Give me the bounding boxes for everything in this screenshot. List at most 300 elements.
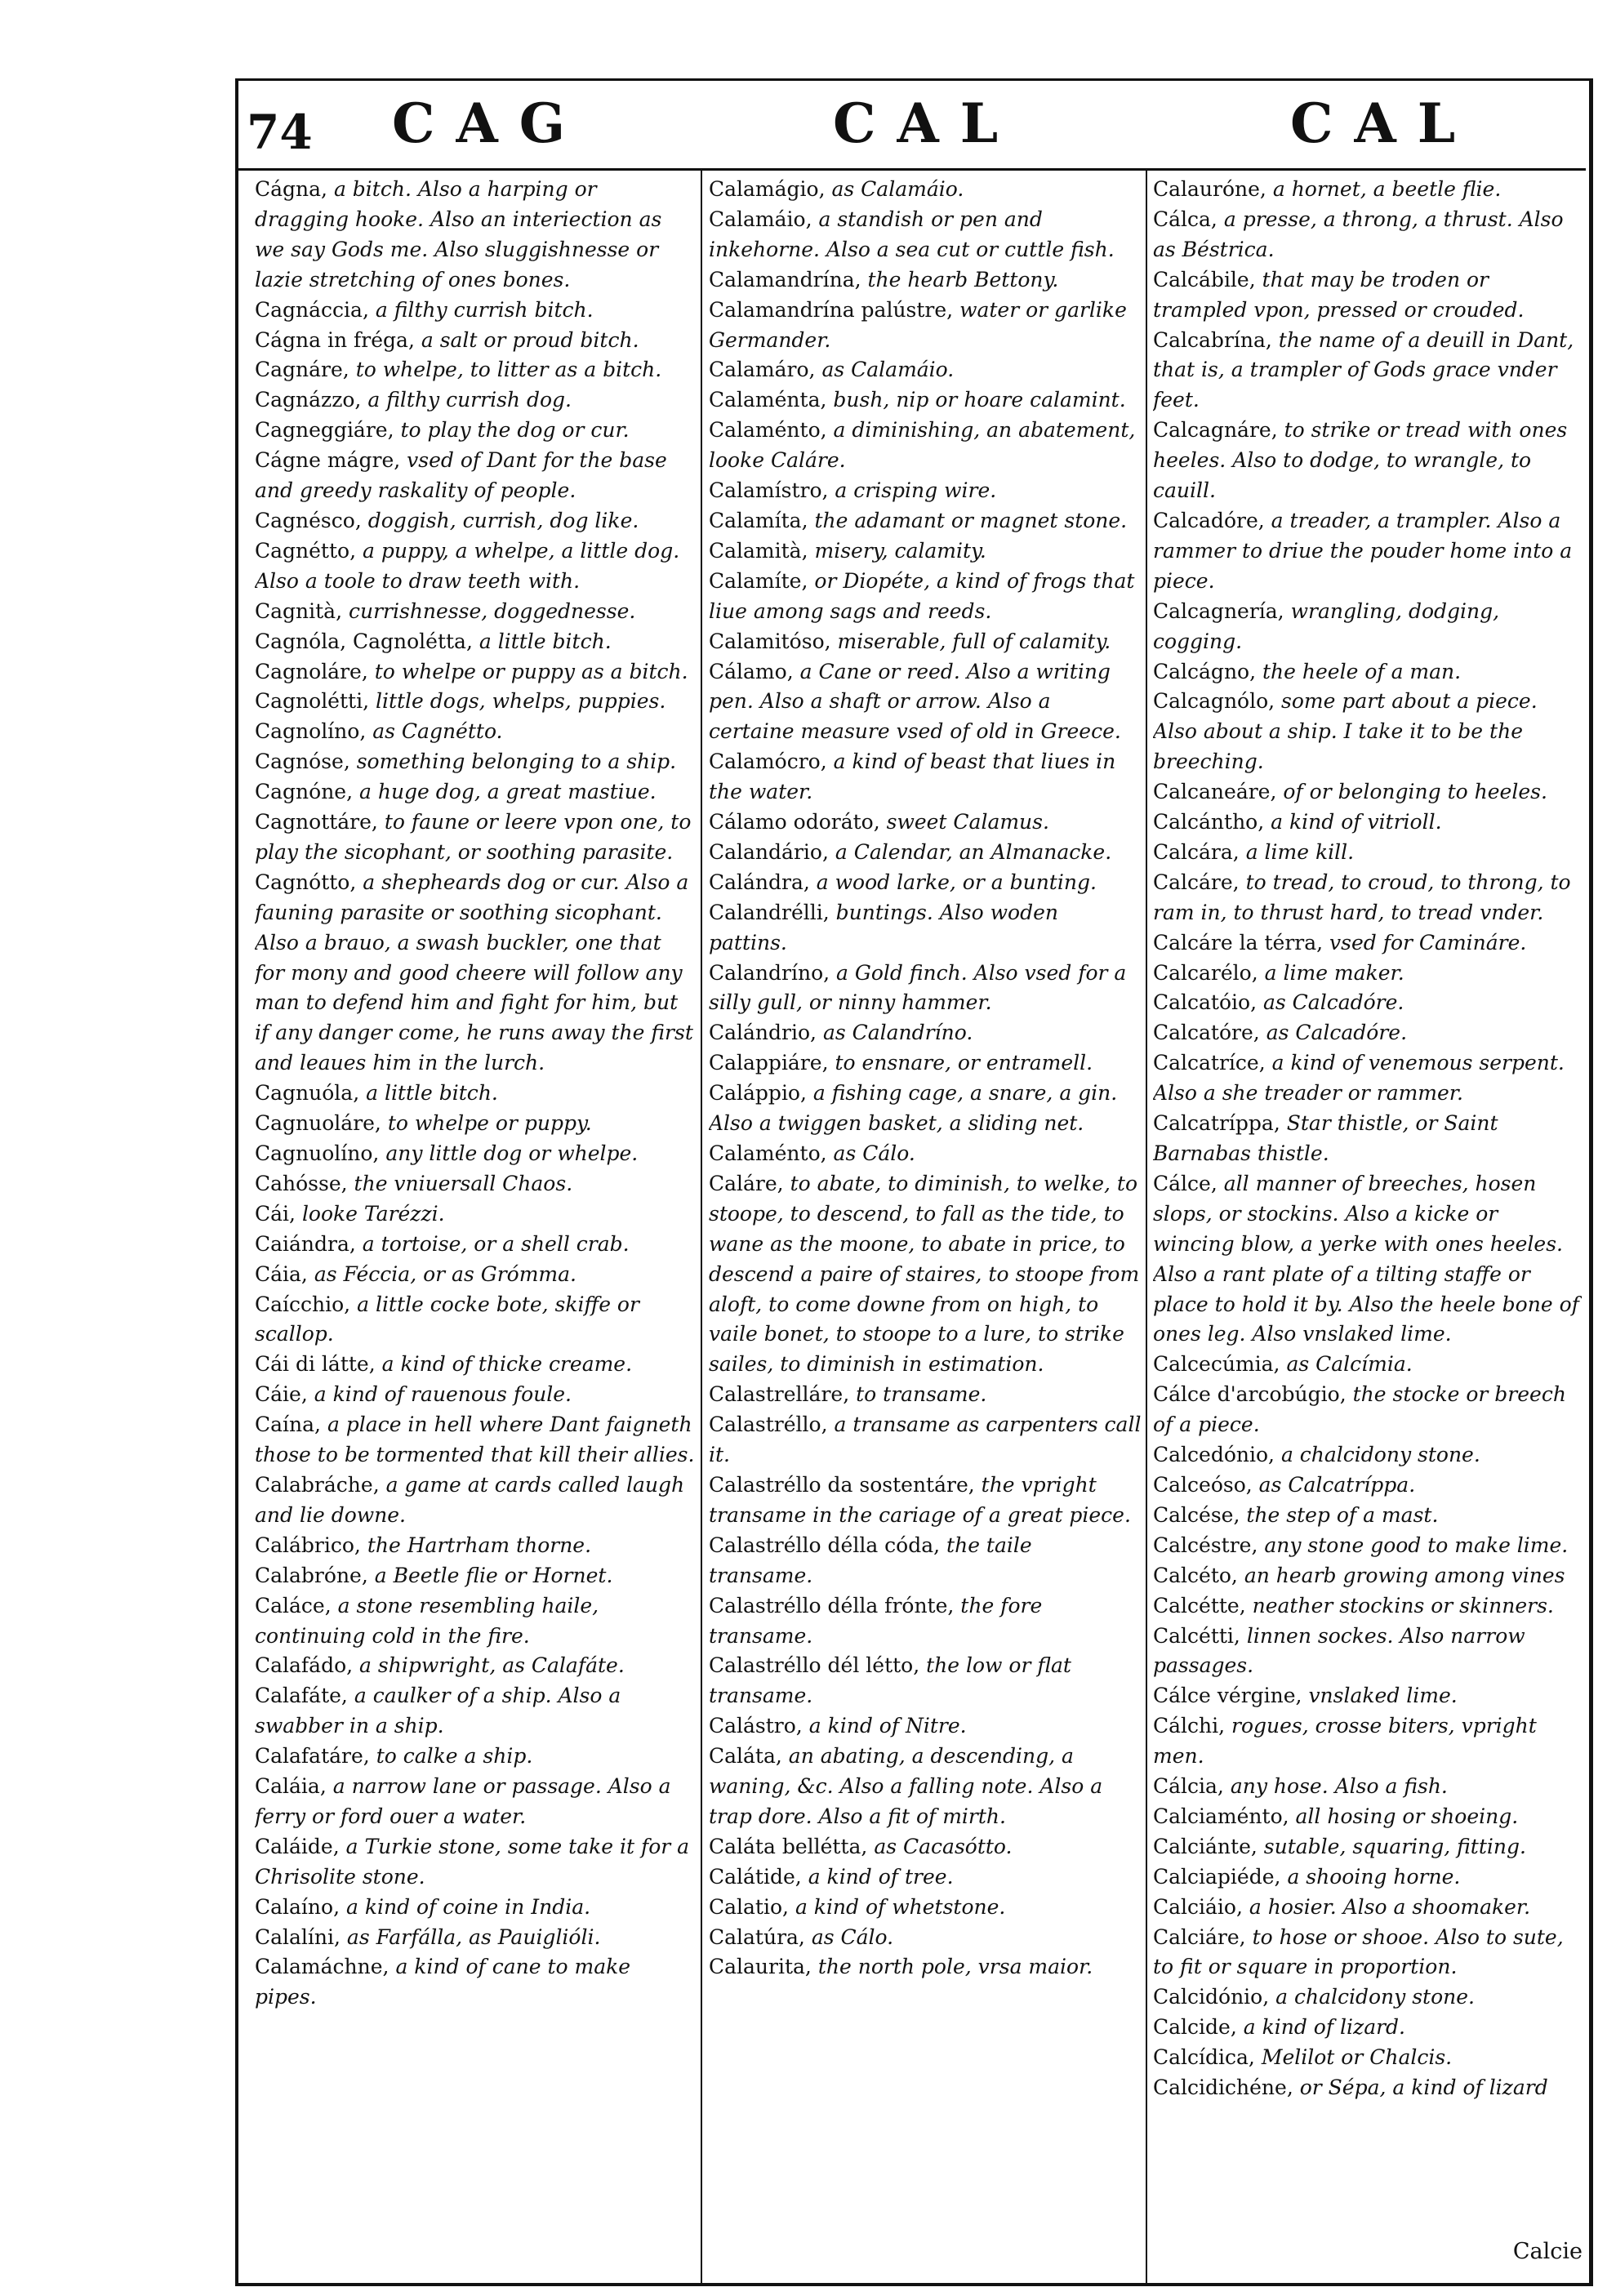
entry-definition: to calke a ship. <box>376 1744 533 1769</box>
entry-headword: Calatio, <box>709 1894 789 1919</box>
entry-definition: a Calendar, an Almanacke. <box>835 839 1112 864</box>
dictionary-entry <box>709 385 1142 416</box>
entry-headword: Calcaneáre, <box>1153 780 1277 804</box>
entry-definition: the fore transame. <box>709 1593 1043 1648</box>
dictionary-entry <box>709 808 1142 838</box>
entry-headword: Calabráche, <box>255 1472 380 1497</box>
dictionary-entry <box>709 838 1142 868</box>
dictionary-entry <box>255 777 696 808</box>
entry-definition: a kind of rauenous foule. <box>314 1382 572 1407</box>
dictionary-entry <box>709 536 1142 567</box>
entry-definition: to whelpe or puppy. <box>387 1111 592 1136</box>
entry-headword: Caláta bellétta, <box>709 1834 868 1858</box>
entry-headword: Cáie, <box>255 1382 308 1407</box>
entry-definition: a kind of thicke creame. <box>381 1352 633 1377</box>
entry-definition: the hearb Bettony. <box>867 267 1059 291</box>
dictionary-entry <box>1153 1018 1582 1048</box>
entry-definition: of or belonging to heeles. <box>1283 780 1547 804</box>
entry-definition: the name of a deuill in Dant, that is, a trampler of Gods grace vnder feet. <box>1153 327 1574 412</box>
entry-definition: to tread, to croud, to throng, to ram in, to thrust hard, to tread vnder. <box>1153 870 1571 924</box>
entry-headword: Calamitóso, <box>709 629 831 653</box>
dictionary-entry <box>255 1109 696 1139</box>
entry-headword: Cagnuolíno, <box>255 1141 380 1165</box>
entry-definition: a huge dog, a great mastiue. <box>359 780 657 804</box>
entry-definition: to hose or shooe. Also to sute, to fit or square in proportion. <box>1153 1924 1564 1979</box>
entry-definition: all manner of breeches, hosen slops, or stockins. Also a kicke or wincing blow, a yerke with ones heeles. Also a rant plate of a tilting staffe or place to hold it by. Also the heele bone of ones leg. Also vnslaked lime. <box>1153 1171 1579 1346</box>
entry-headword: Cálca, <box>1153 207 1217 231</box>
header-rule <box>237 168 1586 171</box>
entry-definition: that may be troden or trampled vpon, pressed or crouded. <box>1153 267 1525 322</box>
column-divider-1 <box>701 168 702 2283</box>
entry-headword: Cagnésco, <box>255 508 362 532</box>
entry-headword: Calástro, <box>709 1714 803 1738</box>
entry-definition: or Diopéte, a kind of frogs that liue among sags and reeds. <box>709 568 1135 623</box>
dictionary-entry <box>1153 1561 1582 1591</box>
entry-definition: an hearb growing among vines <box>1244 1563 1565 1587</box>
entry-headword: Cagnáre, <box>255 358 349 382</box>
entry-headword: Calcagnáre, <box>1153 418 1278 443</box>
column-3 <box>1153 175 1582 2103</box>
entry-definition: a kind of tree. <box>808 1864 954 1889</box>
dictionary-entry <box>1153 1471 1582 1501</box>
entry-headword: Cálce, <box>1153 1171 1217 1195</box>
dictionary-entry <box>1153 1802 1582 1832</box>
dictionary-entry <box>709 1048 1142 1079</box>
entry-headword: Cagnótto, <box>255 870 357 894</box>
entry-definition: the vniuersall Chaos. <box>354 1171 573 1195</box>
dictionary-entry <box>1153 1109 1582 1169</box>
entry-definition: vsed for Camináre. <box>1329 930 1527 954</box>
entry-headword: Cágna in fréga, <box>255 327 415 352</box>
entry-headword: Calastréllo da sostentáre, <box>709 1472 975 1497</box>
entry-headword: Calafáte, <box>255 1684 348 1708</box>
entry-definition: as Calamáio. <box>831 177 964 201</box>
entry-definition: a lime kill. <box>1245 839 1355 864</box>
dictionary-entry <box>709 1651 1142 1711</box>
entry-headword: Calalíni, <box>255 1924 341 1949</box>
entry-definition: any stone good to make lime. <box>1264 1533 1569 1557</box>
entry-headword: Calcatóre, <box>1153 1021 1260 1045</box>
dictionary-entry <box>255 1410 696 1471</box>
dictionary-entry <box>1153 1681 1582 1711</box>
entry-headword: Calastrelláre, <box>709 1382 850 1407</box>
entry-definition: a stone resembling haile, continuing cold in the fire. <box>255 1593 599 1648</box>
dictionary-entry <box>1153 1440 1582 1471</box>
dictionary-entry <box>255 506 696 536</box>
dictionary-entry <box>1153 1591 1582 1622</box>
entry-definition: misery, calamity. <box>814 538 986 563</box>
dictionary-entry <box>709 1079 1142 1139</box>
entry-definition: all hosing or shoeing. <box>1295 1804 1519 1828</box>
entry-headword: Calcedónio, <box>1153 1443 1275 1467</box>
entry-definition: wrangling, dodging, cogging. <box>1153 598 1500 653</box>
entry-definition: or Sépa, a kind of lizard <box>1299 2076 1548 2100</box>
dictionary-entry <box>1153 175 1582 205</box>
entry-definition: as Cagnétto. <box>372 719 503 744</box>
dictionary-entry <box>255 1561 696 1591</box>
entry-definition: a kind of Nitre. <box>808 1714 967 1738</box>
entry-definition: a game at cards called laugh and lie downe. <box>255 1472 685 1527</box>
entry-definition: a narrow lane or passage. Also a ferry or ford ouer a water. <box>255 1774 671 1828</box>
entry-definition: the step of a mast. <box>1246 1502 1439 1527</box>
entry-headword: Cagnóne, <box>255 780 354 804</box>
entry-headword: Calciapiéde, <box>1153 1864 1281 1889</box>
entry-definition: a Beetle flie or Hornet. <box>374 1563 613 1587</box>
entry-definition: to play the dog or cur. <box>400 418 630 443</box>
entry-headword: Caiándra, <box>255 1231 356 1256</box>
entry-headword: Cálamo, <box>709 659 794 683</box>
dictionary-entry <box>255 1260 696 1290</box>
dictionary-entry <box>709 1832 1142 1862</box>
dictionary-entry <box>1153 838 1582 868</box>
entry-headword: Calamandrína palústre, <box>709 297 954 322</box>
entry-definition: a Gold finch. Also vsed for a silly gull, or ninny hammer. <box>709 960 1127 1015</box>
dictionary-entry <box>709 1923 1142 1953</box>
entry-headword: Cagnóse, <box>255 750 350 774</box>
entry-headword: Cálchi, <box>1153 1714 1226 1738</box>
dictionary-entry <box>1153 2073 1582 2103</box>
entry-headword: Calamágio, <box>709 177 826 201</box>
entry-headword: Cagnottáre, <box>255 810 378 834</box>
dictionary-entry <box>1153 1169 1582 1350</box>
dictionary-entry <box>255 1350 696 1380</box>
dictionary-entry <box>709 1139 1142 1169</box>
entry-headword: Calandário, <box>709 839 829 864</box>
dictionary-entry <box>255 1893 696 1923</box>
entry-definition: as Calcatríppa. <box>1258 1472 1416 1497</box>
page-number: 74 <box>247 105 313 160</box>
entry-definition: a kind of beast that liues in the water. <box>709 750 1116 804</box>
entry-definition: a little bitch. <box>479 629 612 653</box>
entry-definition: a crisping wire. <box>835 478 997 503</box>
entry-definition: as Cálo. <box>833 1141 915 1165</box>
entry-definition: a hosier. Also a shoomaker. <box>1249 1894 1531 1919</box>
dictionary-entry <box>709 567 1142 627</box>
entry-definition: something belonging to a ship. <box>356 750 677 774</box>
entry-headword: Calastréllo délla códa, <box>709 1533 941 1557</box>
entry-definition: as Cálo. <box>811 1924 894 1949</box>
entry-headword: Calaménto, <box>709 1141 827 1165</box>
dictionary-entry <box>709 175 1142 205</box>
entry-definition: doggish, currish, dog like. <box>367 508 639 532</box>
entry-headword: Calaménta, <box>709 388 827 412</box>
entry-definition: neather stockins or skinners. <box>1252 1593 1554 1617</box>
dictionary-entry <box>255 536 696 597</box>
entry-definition: miserable, full of calamity. <box>837 629 1111 653</box>
entry-headword: Calcagnería, <box>1153 598 1284 623</box>
dictionary-entry <box>1153 1711 1582 1772</box>
dictionary-entry <box>1153 506 1582 597</box>
entry-headword: Cálce vérgine, <box>1153 1684 1302 1708</box>
entry-headword: Calandrélli, <box>709 900 830 924</box>
column-divider-2 <box>1146 168 1147 2283</box>
dictionary-entry <box>709 1531 1142 1591</box>
entry-headword: Calábrico, <box>255 1533 361 1557</box>
entry-headword: Calcadóre, <box>1153 508 1265 532</box>
entry-definition: currishnesse, doggednesse. <box>348 598 636 623</box>
dictionary-entry <box>255 1290 696 1350</box>
entry-definition: to faune or leere vpon one, to play the sicophant, or soothing parasite. <box>255 810 692 864</box>
dictionary-entry <box>255 1952 696 2013</box>
dictionary-entry <box>1153 1531 1582 1561</box>
dictionary-entry <box>255 1079 696 1109</box>
entry-definition: a Cane or reed. Also a writing pen. Also a shaft or arrow. Also a certaine measure vsed of old in Greece. <box>709 659 1121 744</box>
entry-headword: Cagnóla, Cagnolétta, <box>255 629 473 653</box>
entry-definition: an abating, a descending, a waning, &c. Also a falling note. Also a trap dore. Also a fit of mirth. <box>709 1744 1103 1828</box>
dictionary-entry <box>255 1742 696 1772</box>
dictionary-entry <box>255 1681 696 1742</box>
entry-definition: sutable, squaring, fitting. <box>1263 1834 1526 1858</box>
dictionary-entry <box>709 1862 1142 1893</box>
entry-headword: Calcatríppa, <box>1153 1111 1280 1136</box>
entry-headword: Calandríno, <box>709 960 830 985</box>
column-2 <box>709 175 1142 1982</box>
entry-definition: as Féccia, or as Grómma. <box>314 1261 576 1286</box>
dictionary-entry <box>709 1711 1142 1742</box>
entry-headword: Cái di látte, <box>255 1352 376 1377</box>
entry-headword: Calamáio, <box>709 207 812 231</box>
entry-headword: Calamandrína, <box>709 267 861 291</box>
entry-headword: Calaíno, <box>255 1894 341 1919</box>
entry-definition: a filthy currish bitch. <box>375 297 594 322</box>
entry-headword: Cágna, <box>255 177 327 201</box>
dictionary-entry <box>255 687 696 717</box>
entry-definition: the heele of a man. <box>1262 659 1462 683</box>
entry-headword: Cagneggiáre, <box>255 418 394 443</box>
dictionary-entry <box>255 1923 696 1953</box>
entry-headword: Cagnáccia, <box>255 297 369 322</box>
entry-headword: Calcétti, <box>1153 1623 1240 1648</box>
entry-headword: Calcidónio, <box>1153 1985 1270 2009</box>
entry-headword: Calcése, <box>1153 1502 1240 1527</box>
entry-definition: a presse, a throng, a thrust. Also as Béstrica. <box>1153 207 1564 261</box>
entry-headword: Calastréllo, <box>709 1413 828 1437</box>
dictionary-entry <box>255 747 696 777</box>
entry-headword: Calcára, <box>1153 839 1240 864</box>
dictionary-entry <box>1153 1893 1582 1923</box>
entry-definition: little dogs, whelps, puppies. <box>375 689 666 714</box>
entry-definition: a little cocke bote, skiffe or scallop. <box>255 1292 639 1346</box>
entry-headword: Calaurita, <box>709 1955 812 1979</box>
dictionary-entry <box>1153 1501 1582 1531</box>
entry-headword: Caláia, <box>255 1774 327 1799</box>
entry-definition: a puppy, a whelpe, a little dog. Also a toole to draw teeth with. <box>255 538 680 593</box>
entry-headword: Calciáio, <box>1153 1894 1243 1919</box>
entry-headword: Cáia, <box>255 1261 308 1286</box>
entry-definition: Melilot or Chalcis. <box>1261 2045 1453 2070</box>
entry-headword: Calciánte, <box>1153 1834 1258 1858</box>
entry-definition: some part about a piece. Also about a ship. I take it to be the breeching. <box>1153 689 1538 774</box>
dictionary-entry <box>1153 988 1582 1018</box>
entry-headword: Calciáre, <box>1153 1924 1246 1949</box>
entry-definition: buntings. Also woden pattins. <box>709 900 1058 954</box>
entry-definition: water or garlike Germander. <box>709 297 1127 352</box>
dictionary-entry <box>709 1471 1142 1531</box>
entry-headword: Calamáro, <box>709 358 816 382</box>
dictionary-entry <box>255 1651 696 1681</box>
entry-headword: Cagnuóla, <box>255 1081 360 1106</box>
dictionary-entry <box>255 385 696 416</box>
entry-definition: a kind of cane to make pipes. <box>255 1955 631 2009</box>
dictionary-entry <box>1153 808 1582 838</box>
entry-headword: Cagnoláre, <box>255 659 368 683</box>
entry-definition: to strike or tread with ones heeles. Also to dodge, to wrangle, to cauill. <box>1153 418 1568 503</box>
entry-headword: Calafatáre, <box>255 1744 370 1769</box>
entry-headword: Cagnolétti, <box>255 689 370 714</box>
entry-definition: a place in hell where Dant faigneth those to be tormented that kill their allies. <box>255 1413 695 1467</box>
dictionary-entry <box>1153 1923 1582 1983</box>
dictionary-entry <box>1153 777 1582 808</box>
dictionary-entry <box>1153 205 1582 265</box>
entry-headword: Calándra, <box>709 870 810 894</box>
dictionary-entry <box>255 808 696 868</box>
entry-headword: Cagnétto, <box>255 538 357 563</box>
entry-definition: a bitch. Also a harping or dragging hooke. Also an interiection as we say Gods me. Also sluggishnesse or lazie stretching of ones bones. <box>255 177 662 291</box>
entry-definition: a kind of lizard. <box>1243 2015 1406 2040</box>
dictionary-entry <box>255 326 696 356</box>
entry-headword: Calamíta, <box>709 508 808 532</box>
entry-definition: a shipwright, as Calafáte. <box>359 1653 625 1678</box>
entry-definition: the taile transame. <box>709 1533 1032 1587</box>
entry-headword: Calappiáre, <box>709 1051 829 1075</box>
running-head-left: CAG <box>392 91 587 155</box>
entry-definition: the vpright transame in the cariage of a great piece. <box>709 1472 1131 1527</box>
dictionary-entry <box>709 868 1142 898</box>
entry-definition: looke Tarézzi. <box>301 1201 445 1226</box>
entry-definition: a chalcidony stone. <box>1275 1985 1475 2009</box>
dictionary-entry <box>255 1471 696 1531</box>
entry-definition: a salt or proud bitch. <box>421 327 639 352</box>
dictionary-entry <box>1153 1982 1582 2013</box>
entry-definition: as Farfálla, as Pauiglióli. <box>346 1924 601 1949</box>
entry-headword: Calcéto, <box>1153 1563 1238 1587</box>
entry-headword: Calcagnólo, <box>1153 689 1275 714</box>
entry-headword: Calcarélo, <box>1153 960 1258 985</box>
entry-definition: to whelpe or puppy as a bitch. <box>374 659 688 683</box>
entry-headword: Calamócro, <box>709 750 827 774</box>
entry-definition: vsed of Dant for the base and greedy raskality of people. <box>255 448 667 503</box>
entry-headword: Caláide, <box>255 1834 340 1858</box>
entry-headword: Cálcia, <box>1153 1774 1224 1799</box>
dictionary-entry <box>255 657 696 687</box>
entry-definition: the stocke or breech of a piece. <box>1153 1382 1566 1437</box>
entry-headword: Calcídica, <box>1153 2045 1255 2070</box>
entry-definition: a shepheards dog or cur. Also a fauning parasite or soothing sicophant. Also a brauo, a swash buckler, one that for mony and good cheere will follow any man to defend him and fight for him, but if any danger come, he runs away the first and leaues him in the lurch. <box>255 870 693 1075</box>
dictionary-entry <box>709 205 1142 265</box>
entry-definition: a chalcidony stone. <box>1280 1443 1480 1467</box>
dictionary-entry <box>255 1139 696 1169</box>
dictionary-entry <box>255 1591 696 1652</box>
dictionary-entry <box>255 1380 696 1410</box>
entry-headword: Calcatríce, <box>1153 1051 1266 1075</box>
dictionary-entry <box>709 1410 1142 1471</box>
dictionary-entry <box>1153 1772 1582 1802</box>
entry-definition: as Calcadóre. <box>1262 990 1404 1015</box>
dictionary-entry <box>255 1832 696 1893</box>
dictionary-entry <box>255 416 696 446</box>
entry-headword: Cagnázzo, <box>255 388 362 412</box>
entry-headword: Caína, <box>255 1413 321 1437</box>
dictionary-entry <box>1153 657 1582 687</box>
entry-headword: Calamáchne, <box>255 1955 390 1979</box>
page-header <box>237 88 1584 170</box>
dictionary-entry <box>709 898 1142 959</box>
entry-definition: a lime maker. <box>1264 960 1404 985</box>
entry-headword: Calátide, <box>709 1864 802 1889</box>
dictionary-entry <box>255 296 696 326</box>
entry-headword: Calatúra, <box>709 1924 805 1949</box>
entry-definition: bush, nip or hoare calamint. <box>833 388 1126 412</box>
dictionary-entry <box>1153 265 1582 326</box>
dictionary-entry <box>709 1893 1142 1923</box>
entry-headword: Cálamo odoráto, <box>709 810 880 834</box>
entry-definition: to whelpe, to litter as a bitch. <box>355 358 662 382</box>
entry-definition: a standish or pen and inkehorne. Also a sea cut or cuttle fish. <box>709 207 1115 261</box>
entry-headword: Cágne mágre, <box>255 448 401 473</box>
entry-headword: Caláta, <box>709 1744 782 1769</box>
entry-definition: a kind of whetstone. <box>795 1894 1006 1919</box>
dictionary-entry <box>1153 868 1582 928</box>
dictionary-entry <box>709 416 1142 476</box>
entry-headword: Calcatóio, <box>1153 990 1258 1015</box>
dictionary-entry <box>709 657 1142 748</box>
dictionary-entry <box>1153 1832 1582 1862</box>
entry-headword: Calándrio, <box>709 1021 817 1045</box>
entry-headword: Calaménto, <box>709 418 827 443</box>
entry-headword: Caláppio, <box>709 1081 807 1106</box>
dictionary-entry <box>255 597 696 627</box>
entry-headword: Calcáre, <box>1153 870 1240 894</box>
entry-definition: as Cacasótto. <box>874 1834 1013 1858</box>
dictionary-entry <box>709 265 1142 296</box>
dictionary-entry <box>1153 2043 1582 2073</box>
entry-headword: Caláce, <box>255 1593 332 1617</box>
entry-definition: as Calcímia. <box>1286 1352 1413 1377</box>
dictionary-entry <box>709 627 1142 657</box>
dictionary-entry <box>255 868 696 1079</box>
entry-headword: Cagnolíno, <box>255 719 367 744</box>
entry-definition: a fishing cage, a snare, a gin. Also a twiggen basket, a sliding net. <box>709 1081 1118 1136</box>
dictionary-entry <box>255 355 696 385</box>
column-1 <box>255 175 696 2013</box>
entry-headword: Calcide, <box>1153 2015 1237 2040</box>
dictionary-entry <box>709 1169 1142 1380</box>
entry-headword: Cagnuoláre, <box>255 1111 381 1136</box>
entry-definition: vnslaked lime. <box>1308 1684 1458 1708</box>
dictionary-entry <box>709 476 1142 506</box>
catchword: Calcie <box>1512 2239 1583 2264</box>
dictionary-entry <box>709 1018 1142 1048</box>
entry-headword: Cálce d'arcobúgio, <box>1153 1382 1347 1407</box>
dictionary-entry <box>255 175 696 296</box>
entry-headword: Calastréllo dél létto, <box>709 1653 920 1678</box>
dictionary-entry <box>1153 326 1582 416</box>
dictionary-entry <box>709 1380 1142 1410</box>
entry-definition: the north pole, vrsa maior. <box>817 1955 1093 1979</box>
entry-definition: the Hartrham thorne. <box>367 1533 592 1557</box>
entry-headword: Calamità, <box>709 538 808 563</box>
entry-headword: Calcábile, <box>1153 267 1256 291</box>
dictionary-entry <box>1153 1622 1582 1682</box>
dictionary-entry <box>709 1742 1142 1832</box>
dictionary-entry <box>709 959 1142 1019</box>
entry-headword: Calamístro, <box>709 478 829 503</box>
entry-headword: Calcecúmia, <box>1153 1352 1280 1377</box>
entry-headword: Calcáre la térra, <box>1153 930 1324 954</box>
entry-definition: a filthy currish dog. <box>367 388 572 412</box>
entry-definition: a wood larke, or a bunting. <box>816 870 1097 894</box>
dictionary-entry <box>1153 1350 1582 1380</box>
